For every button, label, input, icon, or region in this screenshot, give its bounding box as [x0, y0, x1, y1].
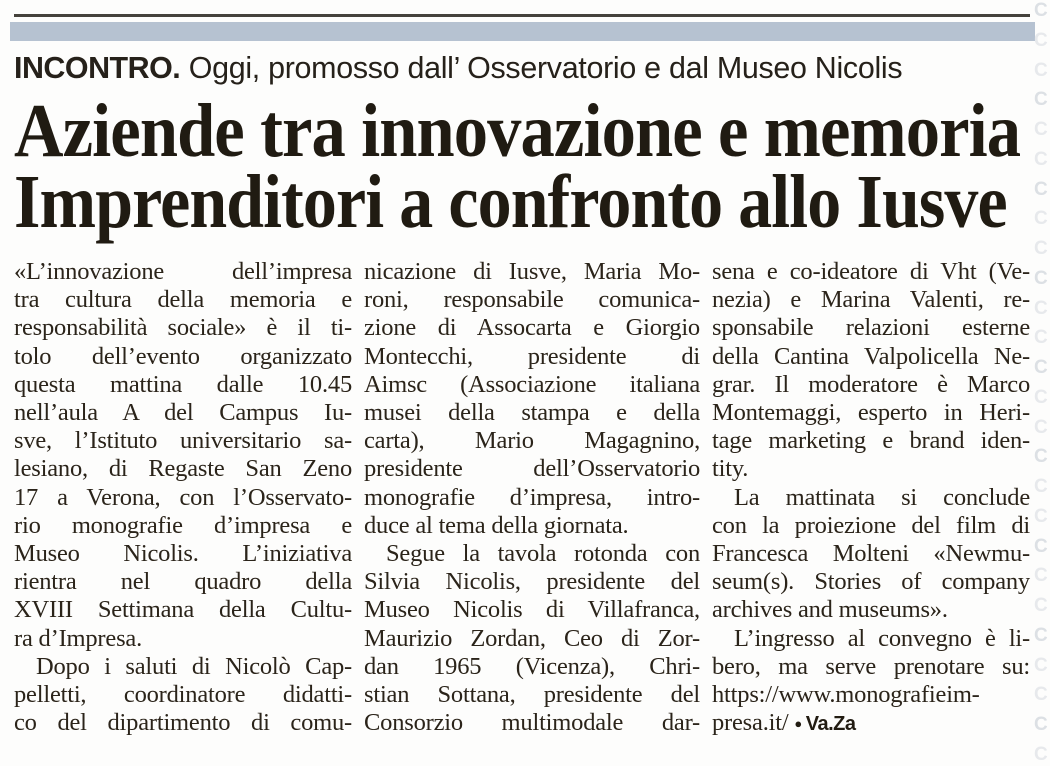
kicker-text: Oggi, promosso dall’ Osservatorio e dal Museo Nicolis: [188, 50, 903, 85]
body-line: [364, 371, 700, 399]
edge-artifact-glyph: C: [1034, 89, 1048, 111]
body-line-text: ra d’Impresa.: [14, 624, 142, 652]
body-line: [14, 286, 352, 314]
body-line-text: roni, responsabile comunica-: [364, 286, 700, 314]
edge-artifact-glyph: C: [1034, 654, 1048, 676]
body-line: [14, 314, 352, 342]
kicker-label: INCONTRO.: [14, 50, 181, 85]
body-line-text: archives and museums».: [712, 596, 948, 624]
body-line: [712, 653, 1030, 681]
body-line-text: dan 1965 (Vicenza), Chri-: [364, 652, 700, 680]
edge-artifact-glyph: C: [1034, 386, 1048, 408]
body-line: [14, 512, 352, 540]
body-line: [712, 484, 1030, 512]
body-line: [712, 681, 1030, 709]
body-line: [712, 399, 1030, 427]
edge-artifact-glyph: C: [1034, 59, 1048, 81]
edge-artifact-glyph: C: [1034, 357, 1048, 378]
headline-line-2: Imprenditori a confronto allo Iusve: [14, 160, 1007, 244]
body-line: [14, 258, 352, 286]
body-line: [364, 653, 700, 681]
body-line: [364, 709, 700, 737]
body-line: [712, 427, 1030, 455]
body-line: [364, 427, 700, 455]
edge-artifact-glyph: C: [1034, 565, 1048, 587]
body-line: [364, 286, 700, 314]
body-line-text: tity.: [712, 455, 749, 483]
body-line-text: Maurizio Zordan, Ceo di Zor-: [364, 624, 700, 652]
body-line-text: Consorzio multimodale dar-: [364, 709, 700, 737]
body-line: [14, 371, 352, 399]
article-column-3: [712, 258, 1030, 738]
body-line-text: La mattinata si conclude: [734, 483, 1030, 511]
body-line: [14, 343, 352, 371]
body-line: [712, 596, 1030, 624]
body-line-text: Dopo i saluti di Nicolò Cap-: [36, 652, 352, 680]
body-line: [14, 653, 352, 681]
body-line-text: 17 a Verona, con l’Osservato-: [14, 483, 352, 511]
body-line-text: rientra nel quadro della: [14, 568, 352, 596]
body-line: [712, 343, 1030, 371]
body-line-text: Museo Nicolis. L’iniziativa: [14, 540, 352, 568]
body-line-text: Silvia Nicolis, presidente del: [364, 568, 700, 596]
body-line: [364, 512, 700, 540]
edge-artifact-glyph: C: [1034, 267, 1048, 289]
edge-artifact-glyph: C: [1034, 208, 1048, 230]
body-line-text: bero, ma serve prenotare su:: [712, 652, 1030, 680]
headline-line-1: Aziende tra innovazione e memoria: [14, 89, 1021, 173]
body-line: [14, 625, 352, 653]
body-line-text: seum(s). Stories of company: [712, 568, 1030, 596]
body-line-text: co del dipartimento di comu-: [14, 709, 352, 737]
edge-artifact-glyph: C: [1034, 29, 1048, 51]
body-line: [14, 399, 352, 427]
edge-artifact-glyph: C: [1034, 535, 1048, 557]
body-line-text: https://www.monografieim-: [712, 681, 980, 709]
body-line: [14, 568, 352, 596]
body-line: [364, 258, 700, 286]
body-line-text: presa.it/: [712, 709, 795, 737]
body-line: [14, 484, 352, 512]
body-line: [14, 596, 352, 624]
author-byline: ● Va.Za: [794, 713, 856, 736]
kicker: [14, 50, 902, 90]
body-line: [712, 625, 1030, 653]
body-line-text: L’ingresso al convegno è li-: [734, 624, 1030, 652]
body-line-text: responsabilità sociale» è il ti-: [14, 314, 352, 342]
body-line: [364, 399, 700, 427]
edge-artifact-glyph: C: [1034, 714, 1048, 735]
body-line-text: nell’aula A del Campus Iu-: [14, 399, 352, 427]
headline: [14, 89, 1050, 244]
edge-artifact-glyph: C: [1034, 148, 1048, 170]
body-line-text: duce al tema della giornata.: [364, 511, 629, 539]
body-line-text: questa mattina dalle 10.45: [14, 370, 352, 398]
edge-artifact-glyph: C: [1034, 119, 1048, 140]
body-line: [364, 343, 700, 371]
body-line-text: musei della stampa e della: [364, 399, 700, 427]
body-line-text: lesiano, di Regaste San Zeno: [14, 455, 352, 483]
body-line: [364, 625, 700, 653]
body-line: [14, 681, 352, 709]
body-line-text: rio monografie d’impresa e: [14, 511, 352, 539]
scan-edge-artifacts: [1034, 0, 1050, 766]
body-line-text: stian Sottana, presidente del: [364, 681, 700, 709]
edge-artifact-glyph: C: [1034, 0, 1048, 21]
body-line-text: XVIII Settimana della Cultu-: [14, 596, 352, 624]
body-line: [712, 512, 1030, 540]
body-line-text: Museo Nicolis di Villafranca,: [364, 596, 700, 624]
body-line-text: pelletti, coordinatore didatti-: [14, 681, 352, 709]
body-line: [712, 540, 1030, 568]
body-line-text: carta), Mario Magagnino,: [364, 427, 700, 455]
body-line: [364, 596, 700, 624]
body-line: [364, 455, 700, 483]
article-column-1: [14, 258, 352, 737]
body-line: [364, 314, 700, 342]
body-line-text: grar. Il moderatore è Marco: [712, 370, 1030, 398]
edge-artifact-glyph: C: [1034, 505, 1048, 527]
body-line: [14, 455, 352, 483]
body-line: [712, 314, 1030, 342]
body-line: [712, 258, 1030, 286]
edge-artifact-glyph: C: [1034, 297, 1048, 319]
body-line-text: Aimsc (Associazione italiana: [364, 370, 700, 398]
body-line-text: zione di Assocarta e Giorgio: [364, 314, 700, 342]
body-line-text: nicazione di Iusve, Maria Mo-: [364, 258, 700, 285]
body-line: [712, 709, 1030, 738]
body-line: [14, 540, 352, 568]
body-line: [364, 540, 700, 568]
body-line-text: Francesca Molteni «Newmu-: [712, 540, 1030, 568]
edge-artifact-glyph: C: [1034, 624, 1048, 646]
body-line-text: della Cantina Valpolicella Ne-: [712, 342, 1030, 370]
body-line: [712, 371, 1030, 399]
body-line: [712, 455, 1030, 483]
body-line-text: tolo dell’evento organizzato: [14, 342, 352, 370]
edge-artifact-glyph: C: [1034, 476, 1048, 497]
body-line: [712, 286, 1030, 314]
body-line-text: con la proiezione del film di: [712, 511, 1030, 539]
body-line: [364, 568, 700, 596]
byline-bullet-icon: ●: [794, 716, 802, 732]
article-body: [0, 258, 1050, 758]
body-line: [364, 681, 700, 709]
body-line-text: presidente dell’Osservatorio: [364, 455, 700, 483]
body-line-text: Segue la tavola rotonda con: [386, 540, 700, 568]
body-line-text: tage marketing e brand iden-: [712, 427, 1030, 455]
edge-artifact-glyph: C: [1034, 684, 1048, 706]
edge-artifact-glyph: C: [1034, 327, 1048, 349]
body-line: [14, 709, 352, 737]
body-line-text: Montemaggi, esperto in Heri-: [712, 399, 1030, 427]
body-line: [364, 484, 700, 512]
edge-artifact-glyph: C: [1034, 743, 1048, 765]
body-line-text: monografie d’impresa, intro-: [364, 483, 700, 511]
edge-artifact-glyph: C: [1034, 238, 1048, 259]
body-line-text: Montecchi, presidente di: [364, 342, 700, 370]
body-line: [712, 568, 1030, 596]
body-line-text: sponsabile relazioni esterne: [712, 314, 1030, 342]
kicker-highlight-bar: [10, 22, 1035, 41]
edge-artifact-glyph: C: [1034, 595, 1048, 616]
top-rule: [14, 14, 1030, 17]
edge-artifact-glyph: C: [1034, 416, 1048, 438]
edge-artifact-glyph: C: [1034, 446, 1048, 468]
body-line-text: tra cultura della memoria e: [14, 286, 352, 314]
body-line-text: nezia) e Marina Valenti, re-: [712, 286, 1030, 314]
body-line: [14, 427, 352, 455]
edge-artifact-glyph: C: [1034, 178, 1048, 200]
article-column-2: [364, 258, 700, 737]
body-line-text: sve, l’Istituto universitario sa-: [14, 427, 352, 455]
body-line-text: sena e co-ideatore di Vht (Ve-: [712, 258, 1030, 285]
body-line-text: «L’innovazione dell’impresa: [14, 258, 352, 285]
